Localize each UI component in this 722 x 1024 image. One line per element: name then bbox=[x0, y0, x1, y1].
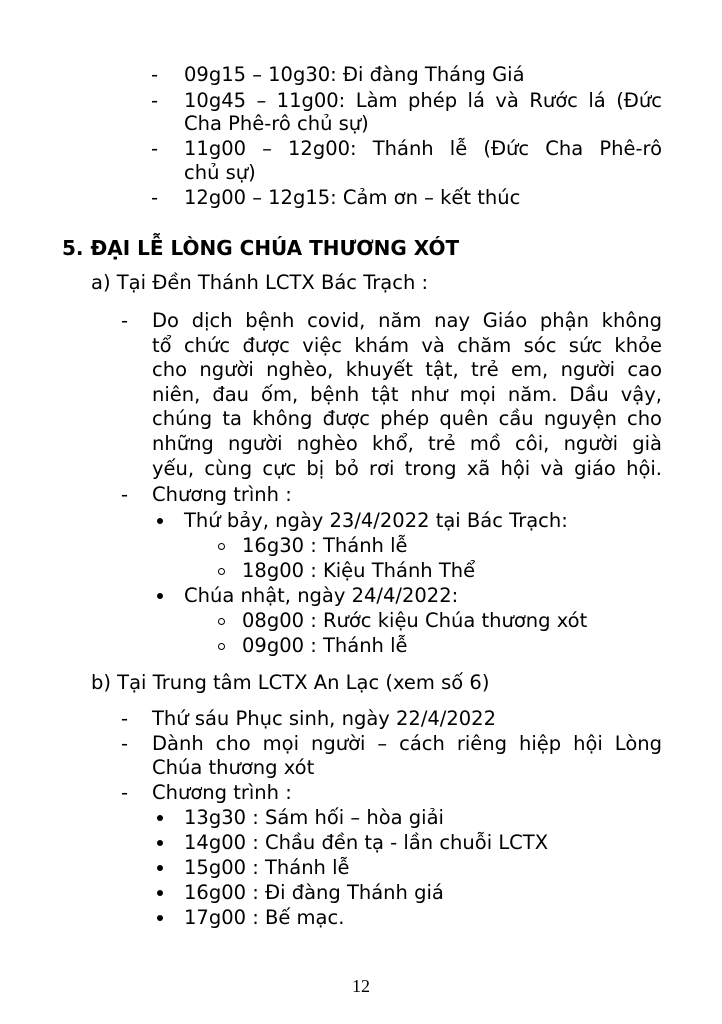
paragraph-line: Do dịch bệnh covid, năm nay Giáo phận không bbox=[152, 309, 662, 332]
program-item: 14g00 : Chầu đền tạ - lần chuỗi LCTX bbox=[184, 831, 549, 854]
paragraph-line: chúng ta không được phép quên cầu nguyện cho bbox=[152, 407, 662, 430]
list-marker: - bbox=[121, 732, 129, 755]
list-item-text: chủ sự) bbox=[184, 161, 256, 184]
program-item: 18g00 : Kiệu Thánh Thể bbox=[242, 559, 476, 582]
program-item: 16g00 : Đi đàng Thánh giá bbox=[184, 881, 444, 904]
list-marker: - bbox=[121, 483, 129, 506]
list-marker: - bbox=[151, 63, 159, 86]
list-item-text: 12g00 – 12g15: Cảm ơn – kết thúc bbox=[184, 186, 521, 209]
list-item-text: Chúa thương xót bbox=[152, 756, 315, 779]
list-marker: - bbox=[121, 309, 129, 332]
paragraph-line: tổ chức được việc khám và chăm sóc sức khỏe bbox=[152, 334, 662, 357]
bullet-icon bbox=[157, 593, 163, 599]
list-item-text: 11g00 – 12g00: Thánh lễ (Đức Cha Phê-rô bbox=[184, 137, 662, 160]
bullet-icon bbox=[157, 915, 163, 921]
program-item: 17g00 : Bế mạc. bbox=[184, 906, 345, 929]
list-item-text: Dành cho mọi người – cách riêng hiệp hội Lòng bbox=[152, 732, 662, 755]
program-item: 16g30 : Thánh lễ bbox=[242, 534, 408, 557]
list-item-text: Thứ sáu Phục sinh, ngày 22/4/2022 bbox=[152, 707, 496, 730]
list-marker: - bbox=[151, 186, 159, 209]
section-heading: 5. ĐẠI LỄ LÒNG CHÚA THƯƠNG XÓT bbox=[62, 236, 460, 260]
bullet-icon bbox=[157, 865, 163, 871]
list-marker: - bbox=[121, 781, 129, 804]
bullet-icon bbox=[157, 890, 163, 896]
bullet-icon bbox=[157, 815, 163, 821]
program-item: 13g30 : Sám hối – hòa giải bbox=[184, 806, 444, 829]
list-marker: - bbox=[151, 89, 159, 112]
day-label: Chúa nhật, ngày 24/4/2022: bbox=[184, 584, 459, 607]
list-item-text: 10g45 – 11g00: Làm phép lá và Rước lá (Đức bbox=[184, 89, 662, 112]
paragraph-line: yếu, cùng cực bị bỏ rơi trong xã hội và giáo hội. bbox=[152, 457, 662, 480]
circle-bullet-icon bbox=[218, 618, 225, 625]
circle-bullet-icon bbox=[218, 543, 225, 550]
program-item: 09g00 : Thánh lễ bbox=[242, 634, 408, 657]
bullet-icon bbox=[157, 518, 163, 524]
part-a-title: a) Tại Đền Thánh LCTX Bác Trạch : bbox=[91, 271, 429, 294]
program-label: Chương trình : bbox=[152, 781, 292, 804]
part-b-title: b) Tại Trung tâm LCTX An Lạc (xem số 6) bbox=[91, 671, 490, 694]
list-item-text: Cha Phê-rô chủ sự) bbox=[184, 112, 369, 135]
day-label: Thứ bảy, ngày 23/4/2022 tại Bác Trạch: bbox=[184, 509, 568, 532]
paragraph-line: niên, đau ốm, bệnh tật như mọi năm. Dầu vậy, bbox=[152, 383, 662, 406]
paragraph-line: những người nghèo khổ, trẻ mồ côi, người già bbox=[152, 432, 662, 455]
bullet-icon bbox=[157, 840, 163, 846]
paragraph-line: cho người nghèo, khuyết tật, trẻ em, người cao bbox=[152, 358, 662, 381]
circle-bullet-icon bbox=[218, 643, 225, 650]
circle-bullet-icon bbox=[218, 568, 225, 575]
page-number: 12 bbox=[352, 976, 370, 996]
program-item: 15g00 : Thánh lễ bbox=[184, 856, 350, 879]
program-item: 08g00 : Rước kiệu Chúa thương xót bbox=[242, 609, 588, 632]
list-marker: - bbox=[121, 707, 129, 730]
list-marker: - bbox=[151, 137, 159, 160]
program-label: Chương trình : bbox=[152, 483, 292, 506]
list-item-text: 09g15 – 10g30: Đi đàng Tháng Giá bbox=[184, 63, 525, 86]
